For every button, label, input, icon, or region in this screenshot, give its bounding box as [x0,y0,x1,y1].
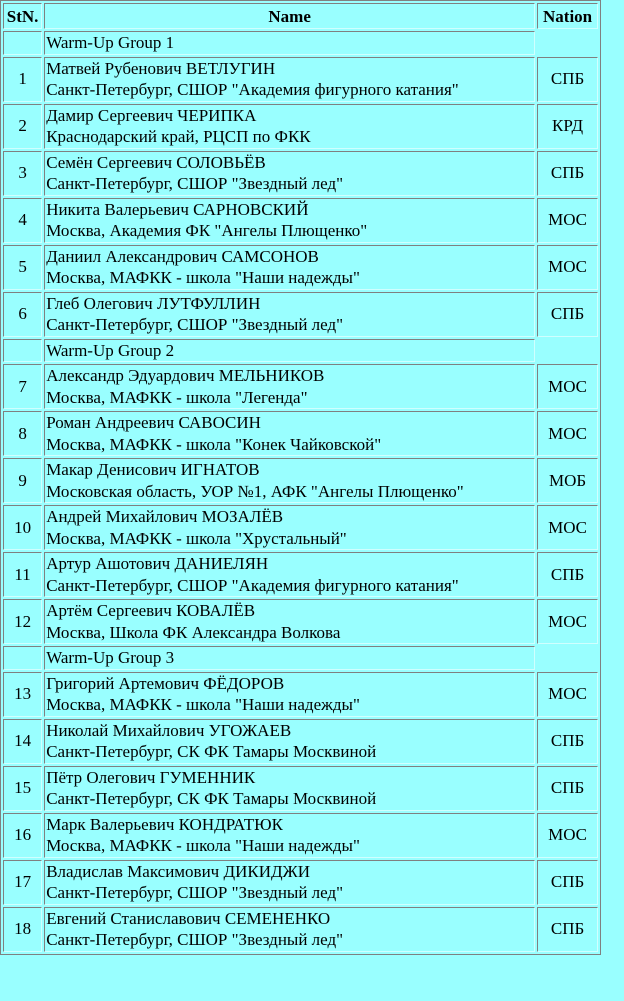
athlete-row [3,151,598,196]
nation-code: МОС [537,198,598,243]
athlete-name: Матвей Рубенович ВЕТЛУГИН [46,58,276,78]
athlete-club: Санкт-Петербург, СШОР "Звездный лед" [46,315,344,334]
athlete-name: Макар Денисович ИГНАТОВ [46,460,260,479]
athlete-name: Евгений Станиславович СЕМЕНЕНКО [46,908,331,928]
warm-up-group-row [3,646,598,670]
athlete-club: Санкт-Петербург, СШОР "Академия фигурного катания" [46,80,459,99]
athlete-cell [44,860,535,905]
athlete-name: Пётр Олегович ГУМЕННИК [46,767,256,787]
start-number: 5 [3,245,42,290]
athlete-cell [44,719,535,764]
start-number: 15 [3,766,42,811]
start-number: 16 [3,813,42,858]
start-number: 4 [3,198,42,243]
nation-code: СПБ [537,292,598,337]
nation-code: СПБ [537,766,598,811]
group-blank-cell [537,646,598,670]
athlete-name: Семён Сергеевич СОЛОВЬЁВ [46,152,266,172]
start-number: 18 [3,907,42,952]
athlete-row [3,860,598,905]
nation-code: МОС [537,813,598,858]
start-number: 7 [3,364,42,409]
athlete-row [3,505,598,550]
athlete-cell [44,552,535,597]
athlete-name: Артур Ашотович ДАНИЕЛЯН [46,554,269,573]
athlete-cell [44,907,535,952]
warm-up-group-label: Warm-Up Group 3 [44,646,535,670]
warm-up-group-row [3,339,598,363]
athlete-cell [44,245,535,290]
nation-code: СПБ [537,57,598,102]
warm-up-group-label: Warm-Up Group 1 [44,31,535,55]
athlete-club: Санкт-Петербург, СШОР "Академия фигурного катания" [46,575,459,595]
athlete-row [3,907,598,952]
athlete-name: Артём Сергеевич КОВАЛЁВ [46,601,256,620]
nation-code: СПБ [537,907,598,952]
start-number: 13 [3,672,42,717]
athlete-club: Санкт-Петербург, СШОР "Звездный лед" [46,883,344,902]
athlete-cell [44,766,535,811]
nation-code: МОС [537,245,598,290]
header-nation: Nation [537,3,598,29]
athlete-name: Дамир Сергеевич ЧЕРИПКА [46,105,257,125]
athlete-cell [44,57,535,102]
nation-code: МОС [537,364,598,409]
athlete-club: Санкт-Петербург, СШОР "Звездный лед" [46,174,344,193]
athlete-cell [44,411,535,456]
athlete-club: Московская область, УОР №1, АФК "Ангелы Плющенко" [46,481,464,501]
start-number: 2 [3,104,42,149]
nation-code: МОС [537,599,598,644]
athlete-cell [44,458,535,503]
athlete-row [3,245,598,290]
athlete-cell [44,104,535,149]
athlete-club: Санкт-Петербург, СК ФК Тамары Москвиной [46,789,377,808]
athlete-club: Москва, МАФКК - школа "Наши надежды" [46,695,360,714]
athlete-name: Николай Михайлович УГОЖАЕВ [46,720,292,740]
nation-code: МОС [537,505,598,550]
athlete-row [3,672,598,717]
athlete-row [3,364,598,409]
athlete-cell [44,599,535,644]
athlete-name: Глеб Олегович ЛУТФУЛЛИН [46,293,261,313]
warm-up-group-label: Warm-Up Group 2 [44,339,535,363]
athlete-name: Григорий Артемович ФЁДОРОВ [46,673,285,693]
athlete-cell [44,364,535,409]
athlete-club: Санкт-Петербург, СК ФК Тамары Москвиной [46,742,377,761]
athlete-row [3,766,598,811]
athlete-name: Роман Андреевич САВОСИН [46,413,261,432]
athlete-club: Москва, МАФКК - школа "Наши надежды" [46,836,360,855]
start-number: 3 [3,151,42,196]
athlete-club: Санкт-Петербург, СШОР "Звездный лед" [46,930,344,949]
nation-code: МОС [537,672,598,717]
athlete-row [3,104,598,149]
athlete-cell [44,198,535,243]
header-row [3,3,598,29]
group-blank-cell [537,31,598,55]
group-blank-cell [3,31,42,55]
start-number: 9 [3,458,42,503]
nation-code: СПБ [537,860,598,905]
start-number: 10 [3,505,42,550]
nation-code: СПБ [537,552,598,597]
athlete-club: Краснодарский край, РЦСП по ФКК [46,127,311,146]
athlete-name: Марк Валерьевич КОНДРАТЮК [46,814,283,834]
group-blank-cell [3,646,42,670]
group-blank-cell [537,339,598,363]
nation-code: КРД [537,104,598,149]
athlete-row [3,458,598,503]
nation-code: МОС [537,411,598,456]
athlete-name: Никита Валерьевич САРНОВСКИЙ [46,199,309,219]
athlete-club: Москва, МАФКК - школа "Легенда" [46,387,308,407]
header-name: Name [44,3,535,29]
start-number: 17 [3,860,42,905]
nation-code: СПБ [537,719,598,764]
nation-code: СПБ [537,151,598,196]
athlete-row [3,198,598,243]
header-stn: StN. [3,3,42,29]
start-number: 14 [3,719,42,764]
start-number: 12 [3,599,42,644]
athlete-row [3,813,598,858]
athlete-row [3,552,598,597]
nation-code: МОБ [537,458,598,503]
athlete-row [3,292,598,337]
athlete-cell [44,813,535,858]
athlete-club: Москва, МАФКК - школа "Наши надежды" [46,268,360,287]
start-number: 11 [3,552,42,597]
start-number: 8 [3,411,42,456]
athlete-row [3,57,598,102]
athlete-cell [44,292,535,337]
start-number: 6 [3,292,42,337]
warm-up-group-row [3,31,598,55]
athlete-name: Андрей Михайлович МОЗАЛЁВ [46,507,284,526]
start-number: 1 [3,57,42,102]
athlete-row [3,719,598,764]
athlete-name: Даниил Александрович САМСОНОВ [46,246,319,266]
athlete-cell [44,672,535,717]
athlete-row [3,411,598,456]
group-blank-cell [3,339,42,363]
athlete-club: Москва, Школа ФК Александра Волкова [46,622,341,642]
athlete-club: Москва, Академия ФК "Ангелы Плющенко" [46,221,368,240]
start-list-body [3,31,598,952]
athlete-club: Москва, МАФКК - школа "Конек Чайковской" [46,434,382,454]
athlete-cell [44,151,535,196]
athlete-cell [44,505,535,550]
athlete-row [3,599,598,644]
athlete-name: Владислав Максимович ДИКИДЖИ [46,861,311,881]
athlete-club: Москва, МАФКК - школа "Хрустальный" [46,528,347,548]
athlete-name: Александр Эдуардович МЕЛЬНИКОВ [46,366,325,385]
